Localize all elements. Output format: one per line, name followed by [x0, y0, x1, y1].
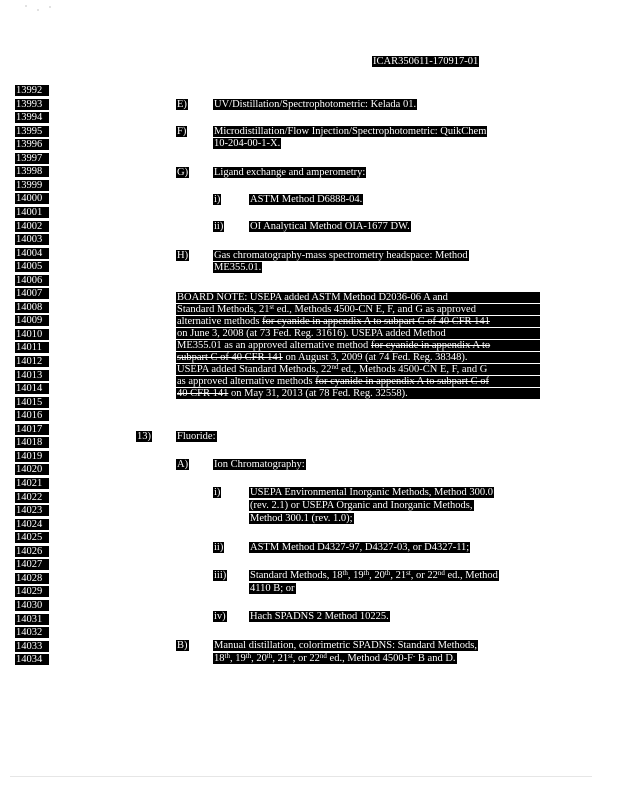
fluoride-b-label: B) [177, 640, 188, 651]
item-g-ii-text: OI Analytical Method OIA-1677 DW. [250, 221, 410, 232]
struck-text: 40 CFR 141 [177, 388, 229, 399]
item-h-text-line2: ME355.01. [214, 262, 262, 273]
line-number: 14002 [15, 221, 49, 232]
struck-text: for cyanide in appendix A to subpart C of 40 CFR 141 [262, 316, 490, 327]
board-note-line5 [176, 340, 540, 351]
fluoride-text: , 20 [251, 653, 267, 664]
line-number: 14000 [15, 193, 49, 204]
fluoride-iv-text: Hach SPADNS 2 Method 10225. [250, 611, 389, 622]
fluoride-text: ed., Method [444, 570, 498, 581]
board-note-text: USEPA added Standard Methods, 22 [177, 364, 332, 375]
fluoride-text: Standard Methods, 18 [250, 570, 343, 581]
fluoride-b-text-line2 [213, 653, 457, 664]
line-number: 13993 [15, 99, 49, 110]
line-number: 13994 [15, 112, 49, 123]
fluoride-iii-text-line1 [249, 570, 499, 581]
item-g-ii-label: ii) [214, 221, 224, 232]
board-note-line7 [176, 364, 540, 375]
line-number: 14015 [15, 397, 49, 408]
fluoride-iii-text-line2: 4110 B; or [250, 583, 295, 594]
line-number: 14019 [15, 451, 49, 462]
line-number: 14005 [15, 261, 49, 272]
fluoride-text: , 21 [272, 653, 289, 664]
struck-text: subpart C of 40 CFR 141 [177, 352, 283, 363]
board-note-text: on May 31, 2013 (at 78 Fed. Reg. 32558). [228, 388, 408, 399]
line-number: 13992 [15, 85, 49, 96]
fluoride-text: B and D. [415, 653, 456, 664]
item-g-i-label: i) [214, 194, 221, 205]
fluoride-i-text-line1: USEPA Environmental Inorganic Methods, Method 300.0 [250, 487, 493, 498]
line-number: 14016 [15, 410, 49, 421]
line-number: 14024 [15, 519, 49, 530]
superscript: st [288, 652, 293, 660]
item-e-label: E) [177, 99, 187, 110]
line-number: 14004 [15, 248, 49, 259]
board-note-line9 [176, 388, 540, 399]
line-number: 14010 [15, 329, 49, 340]
superscript: st [406, 569, 411, 577]
item-13-label: 13) [137, 431, 151, 442]
superscript: nd [437, 569, 445, 577]
item-h-text-line1: Gas chromatography-mass spectrometry headspace: Method [214, 250, 468, 261]
fluoride-a-label: A) [177, 459, 189, 470]
board-note-line6 [176, 352, 540, 363]
line-number: 14007 [15, 288, 49, 299]
struck-text: for cyanide in appendix A to [370, 340, 491, 351]
item-e-text: UV/Distillation/Spectrophotometric: Kelada 01. [214, 99, 417, 110]
line-number: 14029 [15, 586, 49, 597]
line-number: 14030 [15, 600, 49, 611]
line-number: 14034 [15, 654, 49, 665]
line-number: 14023 [15, 505, 49, 516]
board-note-text: ed., Methods 4500-CN E, F, and G as approved [274, 304, 476, 315]
line-number: 14022 [15, 492, 49, 503]
item-h-label: H) [177, 250, 189, 261]
line-number: 14009 [15, 315, 49, 326]
line-number: 14014 [15, 383, 49, 394]
line-number: 14018 [15, 437, 49, 448]
line-number: 14033 [15, 641, 49, 652]
item-g-label: G) [177, 167, 189, 178]
fluoride-i-text-line2: (rev. 2.1) or USEPA Organic and Inorganic Methods, [250, 500, 473, 511]
line-number: 14006 [15, 275, 49, 286]
superscript: th [342, 569, 348, 577]
line-number: 14008 [15, 302, 49, 313]
board-note-line8 [176, 376, 540, 387]
superscript: th [224, 652, 230, 660]
line-number: 14028 [15, 573, 49, 584]
fluoride-text: 18 [214, 653, 225, 664]
item-g-text: Ligand exchange and amperometry: [214, 167, 366, 178]
fluoride-b-text-line1: Manual distillation, colorimetric SPADNS: Standard Methods, [214, 640, 477, 651]
line-number: 13999 [15, 180, 49, 191]
fluoride-iv-label: iv) [214, 611, 226, 622]
item-f-label: F) [177, 126, 187, 137]
superscript: st [269, 303, 275, 311]
item-f-text-line2: 10-204-00-1-X. [214, 138, 281, 149]
line-number: 13998 [15, 166, 49, 177]
item-13-title: Fluoride: [177, 431, 216, 442]
line-number: 13997 [15, 153, 49, 164]
line-number: 13996 [15, 139, 49, 150]
fluoride-a-text: Ion Chromatography: [214, 459, 305, 470]
fluoride-text: , 21 [390, 570, 407, 581]
line-number: 14012 [15, 356, 49, 367]
fluoride-text: , or 22 [410, 570, 438, 581]
line-number: 14025 [15, 532, 49, 543]
item-f-text-line1: Microdistillation/Flow Injection/Spectrophotometric: QuikChem [214, 126, 487, 137]
board-note-line2 [176, 304, 540, 315]
line-number: 14027 [15, 559, 49, 570]
document-ref-header: ICAR350611-170917-01 [373, 56, 479, 67]
board-note-line4: on June 3, 2008 (at 73 Fed. Reg. 31616). USEPA added Method [176, 328, 540, 339]
line-number: 14020 [15, 464, 49, 475]
board-note-text: as approved alternative methods [177, 376, 316, 387]
fluoride-text: , 19 [229, 653, 246, 664]
fluoride-ii-text: ASTM Method D4327-97, D4327-03, or D4327-11; [250, 542, 470, 553]
fluoride-ii-label: ii) [214, 542, 224, 553]
line-number: 14026 [15, 546, 49, 557]
line-number: 13995 [15, 126, 49, 137]
superscript: th [266, 652, 273, 660]
board-note-text: Standard Methods, 21 [177, 304, 270, 315]
superscript: nd [319, 652, 327, 660]
line-number: 14011 [15, 342, 49, 353]
line-number: 14003 [15, 234, 49, 245]
struck-text: for cyanide in appendix A to subpart C of [315, 376, 490, 387]
fluoride-i-label: i) [214, 487, 221, 498]
line-number: 14032 [15, 627, 49, 638]
line-number: 14017 [15, 424, 49, 435]
fluoride-iii-label: iii) [214, 570, 227, 581]
fluoride-text: ed., Method 4500-F [326, 653, 413, 664]
line-number: 14001 [15, 207, 49, 218]
board-note-line3 [176, 316, 540, 327]
superscript: - [412, 652, 416, 660]
line-number: 14021 [15, 478, 49, 489]
superscript: nd [331, 363, 339, 371]
board-note-text: ed., Methods 4500-CN E, F, and G [338, 364, 488, 375]
board-note-line1: BOARD NOTE: USEPA added ASTM Method D2036-06 A and [176, 292, 540, 303]
superscript: th [384, 569, 391, 577]
line-number: 14013 [15, 370, 49, 381]
fluoride-text: , or 22 [292, 653, 320, 664]
board-note-text: ME355.01 as an approved alternative method [177, 340, 371, 351]
page-bottom-rule [10, 776, 592, 777]
superscript: th [363, 569, 370, 577]
fluoride-i-text-line3: Method 300.1 (rev. 1.0); [250, 513, 353, 524]
item-g-i-text: ASTM Method D6888-04. [250, 194, 363, 205]
board-note-text: alternative methods [177, 316, 263, 327]
board-note-text: on August 3, 2009 (at 74 Fed. Reg. 38348). [282, 352, 468, 363]
line-number: 14031 [15, 614, 49, 625]
scan-artifact [24, 4, 54, 12]
fluoride-text: , 19 [347, 570, 364, 581]
superscript: th [245, 652, 252, 660]
fluoride-text: , 20 [369, 570, 385, 581]
